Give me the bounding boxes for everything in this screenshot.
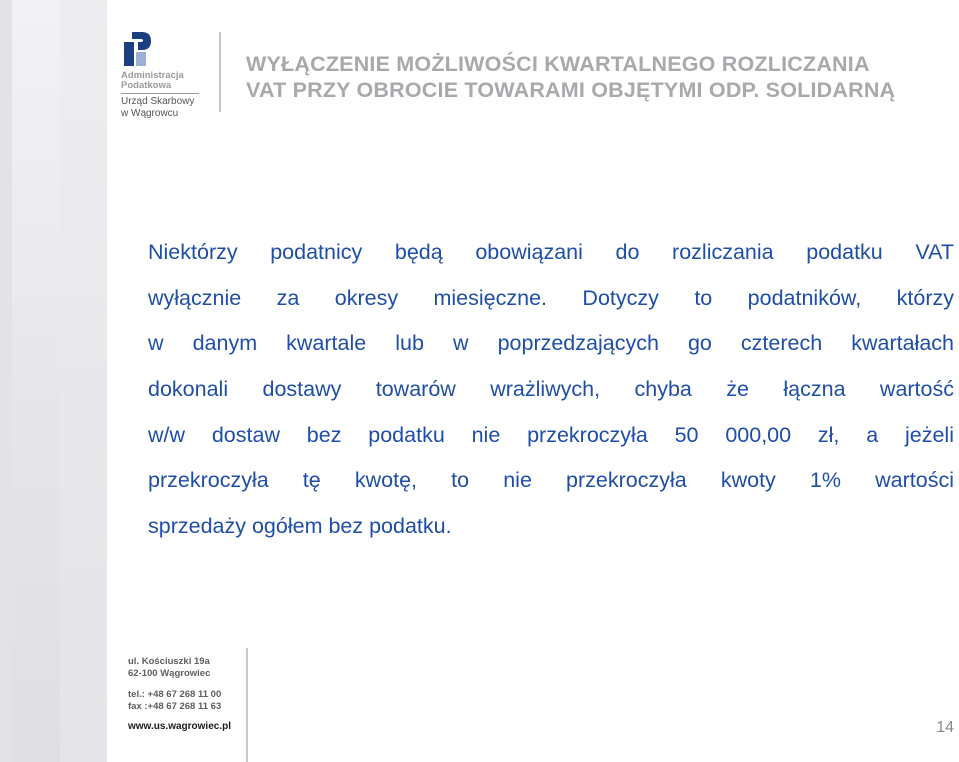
logo-office-line-2: w Wągrowcu xyxy=(121,108,179,119)
header-divider xyxy=(219,32,221,112)
slide-title-line-2: VAT PRZY OBROCIE TOWARAMI OBJĘTYMI ODP. SOLIDARNĄ xyxy=(246,78,896,102)
logo-divider xyxy=(121,93,199,94)
administracja-podatkowa-logo-icon xyxy=(120,28,156,70)
footer-contact xyxy=(128,689,221,713)
panel-strip-light xyxy=(60,0,107,762)
logo-office-line-1: Urząd Skarbowy xyxy=(121,96,195,107)
footer-website-link[interactable]: www.us.wagrowiec.pl xyxy=(128,721,231,732)
body-line: w danym kwartale lub w poprzedzających go czterech kwartałach xyxy=(148,331,954,356)
logo-org-line-2: Podatkowa xyxy=(121,80,172,91)
footer-street: ul. Kościuszki 19a xyxy=(128,656,210,667)
footer-address xyxy=(128,656,210,680)
slide-title xyxy=(246,51,946,103)
body-line: w/w dostaw bez podatku nie przekroczyła 50 000,00 zł, a jeżeli xyxy=(148,422,954,447)
body-line: wyłącznie za okresy miesięczne. Dotyczy to podatników, którzy xyxy=(148,285,954,310)
slide-title-line-1: WYŁĄCZENIE MOŻLIWOŚCI KWARTALNEGO ROZLICZANIA xyxy=(246,52,870,76)
footer-tel: tel.: +48 67 268 11 00 xyxy=(128,689,222,700)
logo-org-line-1: Administracja xyxy=(121,70,184,81)
footer-fax: fax :+48 67 268 11 63 xyxy=(128,701,222,712)
panel-strip xyxy=(0,0,12,762)
left-decorative-panel xyxy=(0,0,107,762)
page-number: 14 xyxy=(936,719,954,736)
footer-divider xyxy=(246,648,248,762)
body-line: dokonali dostawy towarów wrażliwych, chyba że łączna wartość xyxy=(148,377,954,402)
footer-city: 62-100 Wągrowiec xyxy=(128,668,211,679)
body-line: Niektórzy podatnicy będą obowiązani do rozliczania podatku VAT xyxy=(148,240,954,264)
body-line: sprzedaży ogółem bez podatku. xyxy=(148,514,452,539)
body-line: przekroczyła tę kwotę, to nie przekroczyła kwoty 1% wartości xyxy=(148,468,954,493)
slide-body-paragraph xyxy=(148,230,954,550)
